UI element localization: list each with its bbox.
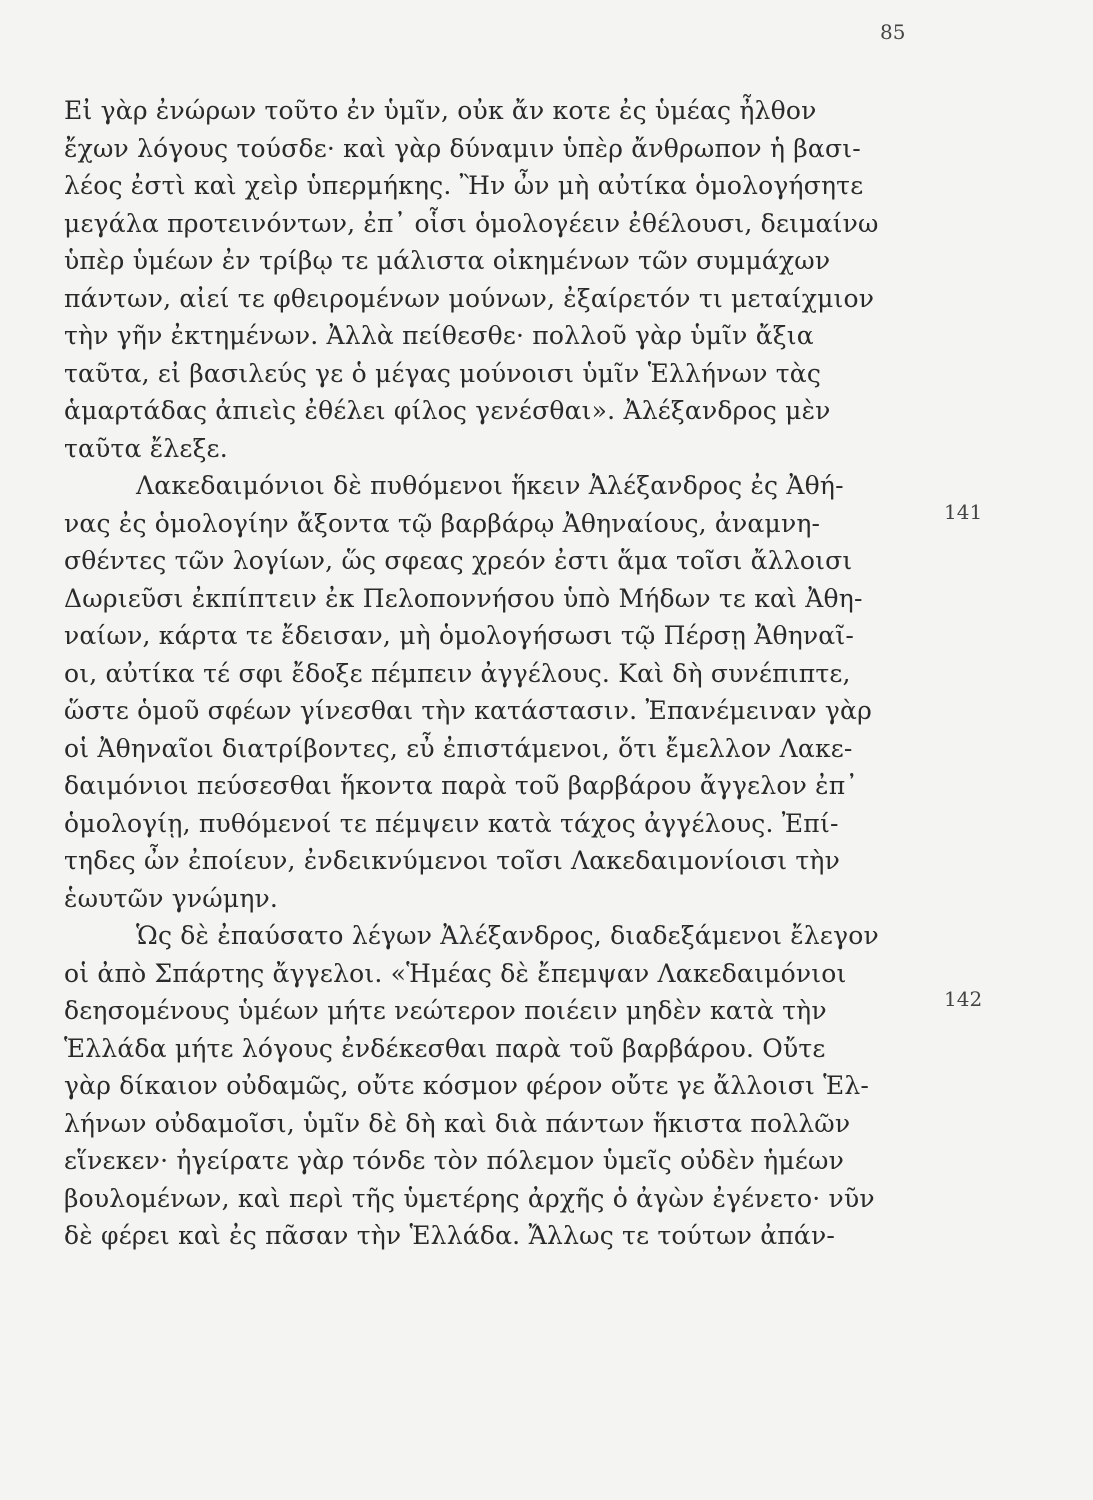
text-line: λήνων οὐδαμοῖσι, ὑμῖν δὲ δὴ καὶ διὰ πάντων ἥκιστα πολλῶν bbox=[64, 1108, 851, 1138]
text-line: μεγάλα προτεινόντων, ἐπ᾽ οἷσι ὁμολογέειν ἐθέλουσι, δειμαίνω bbox=[64, 208, 879, 238]
text-line: ταῦτα ἔλεξε. bbox=[64, 433, 228, 463]
text-line: λέος ἐστὶ καὶ χεὶρ ὑπερμήκης. Ἢν ὦν μὴ αὐτίκα ὁμολογήσητε bbox=[64, 171, 864, 200]
text-line: πάντων, αἰεί τε φθειρομένων μούνων, ἐξαίρετόν τι μεταίχμιον bbox=[64, 283, 875, 313]
text-line: νας ἐς ὁμολογίην ἄξοντα τῷ βαρβάρῳ Ἀθηναίους, ἀναμνη- bbox=[64, 508, 821, 538]
text-line: ὁμολογίῃ, πυθόμενοί τε πέμψειν κατὰ τάχος ἀγγέλους. Ἐπί- bbox=[64, 808, 839, 838]
text-line: ὑπὲρ ὑμέων ἐν τρίβῳ τε μάλιστα οἰκημένων τῶν συμμάχων bbox=[64, 246, 831, 275]
text-line: δαιμόνιοι πεύσεσθαι ἥκοντα παρὰ τοῦ βαρβάρου ἄγγελον ἐπ᾽ bbox=[64, 771, 859, 800]
text-line: εἵνεκεν· ἠγείρατε γὰρ τόνδε τὸν πόλεμον ὑμεῖς οὐδὲν ἡμέων bbox=[64, 1146, 844, 1175]
text-line: βουλομένων, καὶ περὶ τῆς ὑμετέρης ἀρχῆς ὁ ἀγὼν ἐγένετο· νῦν bbox=[64, 1183, 875, 1213]
text-line: γὰρ δίκαιον οὐδαμῶς, οὔτε κόσμον φέρον οὔτε γε ἄλλοισι Ἑλ- bbox=[64, 1071, 870, 1100]
text-line: τὴν γῆν ἐκτημένων. Ἀλλὰ πείθεσθε· πολλοῦ γὰρ ὑμῖν ἄξια bbox=[64, 321, 814, 350]
text-line: οἱ Ἀθηναῖοι διατρίβοντες, εὖ ἐπιστάμενοι, ὅτι ἔμελλον Λακε- bbox=[64, 733, 853, 763]
text-line: τηδες ὦν ἐποίευν, ἐνδεικνύμενοι τοῖσι Λακεδαιμονίοισι τὴν bbox=[64, 846, 840, 875]
section-number-141: 141 bbox=[944, 500, 983, 524]
text-line: ναίων, κάρτα τε ἔδεισαν, μὴ ὁμολογήσωσι τῷ Πέρσῃ Ἀθηναῖ- bbox=[64, 621, 855, 650]
body-text bbox=[64, 92, 944, 1255]
text-line: δεησομένους ὑμέων μήτε νεώτερον ποιέειν μηδὲν κατὰ τὴν bbox=[64, 996, 827, 1025]
text-line: Εἰ γὰρ ἐνώρων τοῦτο ἐν ὑμῖν, οὐκ ἄν κοτε ἐς ὑμέας ἦλθον bbox=[64, 96, 817, 125]
text-line: δὲ φέρει καὶ ἐς πᾶσαν τὴν Ἑλλάδα. Ἄλλως τε τούτων ἀπάν- bbox=[64, 1221, 836, 1250]
text-line: ὥστε ὁμοῦ σφέων γίνεσθαι τὴν κατάστασιν. Ἐπανέμειναν γὰρ bbox=[64, 696, 873, 725]
text-line: ἔχων λόγους τούσδε· καὶ γὰρ δύναμιν ὑπὲρ ἄνθρωπον ἡ βασι- bbox=[64, 133, 861, 163]
section-number-142: 142 bbox=[944, 987, 983, 1011]
text-line: ἁμαρτάδας ἀπιεὶς ἐθέλει φίλος γενέσθαι». Ἀλέξανδρος μὲν bbox=[64, 396, 831, 425]
text-line: Δωριεῦσι ἐκπίπτειν ἐκ Πελοποννήσου ὑπὸ Μήδων τε καὶ Ἀθη- bbox=[64, 583, 863, 613]
text-line: ἑωυτῶν γνώμην. bbox=[64, 883, 279, 913]
text-line: σθέντες τῶν λογίων, ὥς σφεας χρεόν ἐστι ἅμα τοῖσι ἄλλοισι bbox=[64, 546, 853, 575]
text-line: Ἑλλάδα μήτε λόγους ἐνδέκεσθαι παρὰ τοῦ βαρβάρου. Οὔτε bbox=[64, 1033, 826, 1063]
text-line: οἱ ἀπὸ Σπάρτης ἄγγελοι. «Ἡμέας δὲ ἔπεμψαν Λακεδαιμόνιοι bbox=[64, 958, 847, 988]
text-line: οι, αὐτίκα τέ σφι ἔδοξε πέμπειν ἀγγέλους. Καὶ δὴ συνέπιπτε, bbox=[64, 658, 851, 688]
page-number: 85 bbox=[880, 20, 906, 44]
paragraph-first-line: Ὡς δὲ ἐπαύσατο λέγων Ἀλέξανδρος, διαδεξάμενοι ἔλεγον bbox=[136, 921, 879, 950]
text-line: ταῦτα, εἰ βασιλεύς γε ὁ μέγας μούνοισι ὑμῖν Ἑλλήνων τὰς bbox=[64, 358, 822, 388]
paragraph-first-line: Λακεδαιμόνιοι δὲ πυθόμενοι ἥκειν Ἀλέξανδρος ἐς Ἀθή- bbox=[136, 471, 844, 500]
